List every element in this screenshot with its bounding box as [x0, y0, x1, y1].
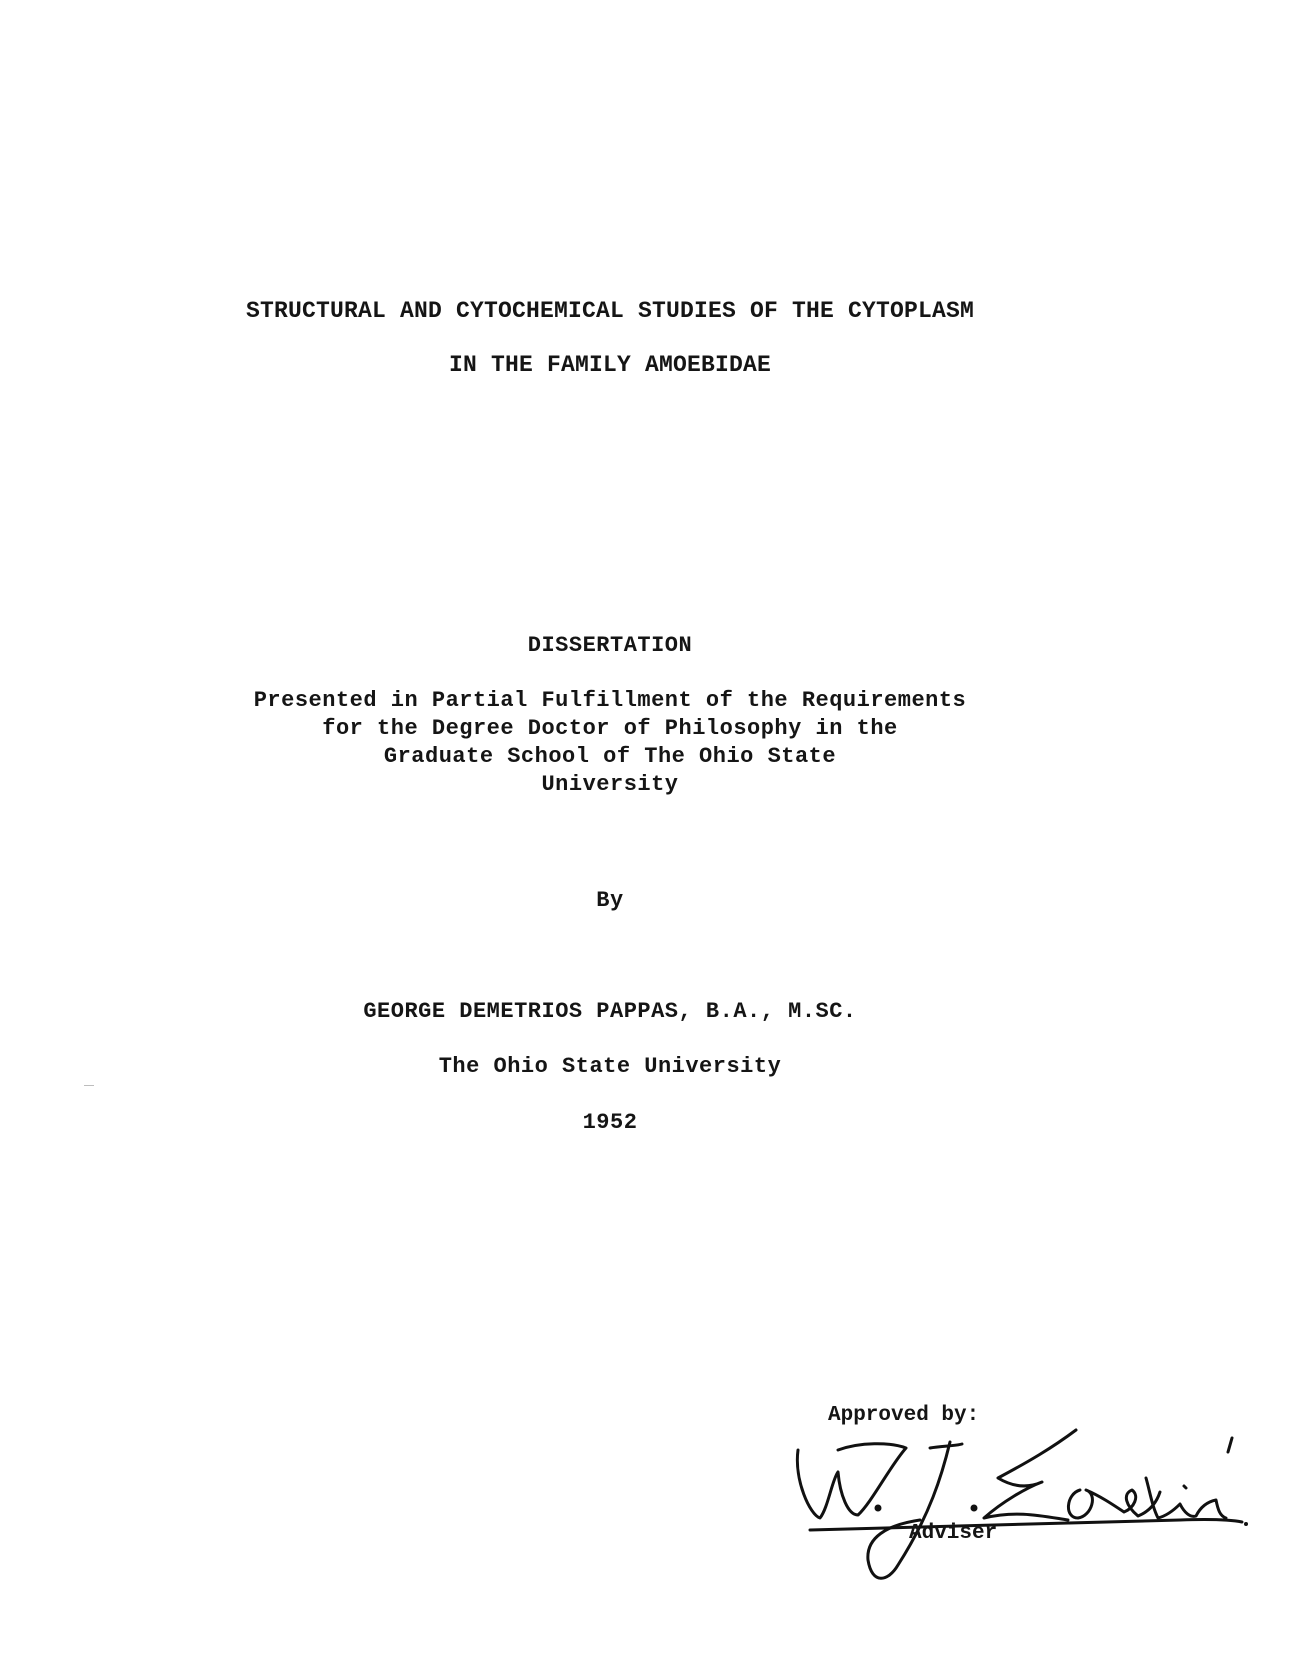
title-line-1: STRUCTURAL AND CYTOCHEMICAL STUDIES OF THE CYTOPLASM [245, 298, 975, 324]
scan-mark [84, 1085, 94, 1086]
author-name: GEORGE DEMETRIOS PAPPAS, B.A., M.SC. [363, 999, 857, 1024]
statement-line-4: University [541, 772, 679, 797]
statement-line-3: Graduate School of The Ohio State [383, 744, 837, 769]
statement-line-2: for the Degree Doctor of Philosophy in the [322, 716, 898, 741]
title-line-2: IN THE FAMILY AMOEBIDAE [448, 352, 772, 378]
adviser-signature [780, 1420, 1260, 1590]
approved-by-label: Approved by: [828, 1404, 980, 1427]
institution: The Ohio State University [438, 1054, 782, 1079]
statement-line-1: Presented in Partial Fulfillment of the Requirements [253, 688, 967, 713]
dissertation-heading: DISSERTATION [527, 633, 693, 658]
year: 1952 [582, 1110, 638, 1135]
adviser-label: Adviser [909, 1522, 998, 1545]
byline: By [596, 888, 624, 913]
